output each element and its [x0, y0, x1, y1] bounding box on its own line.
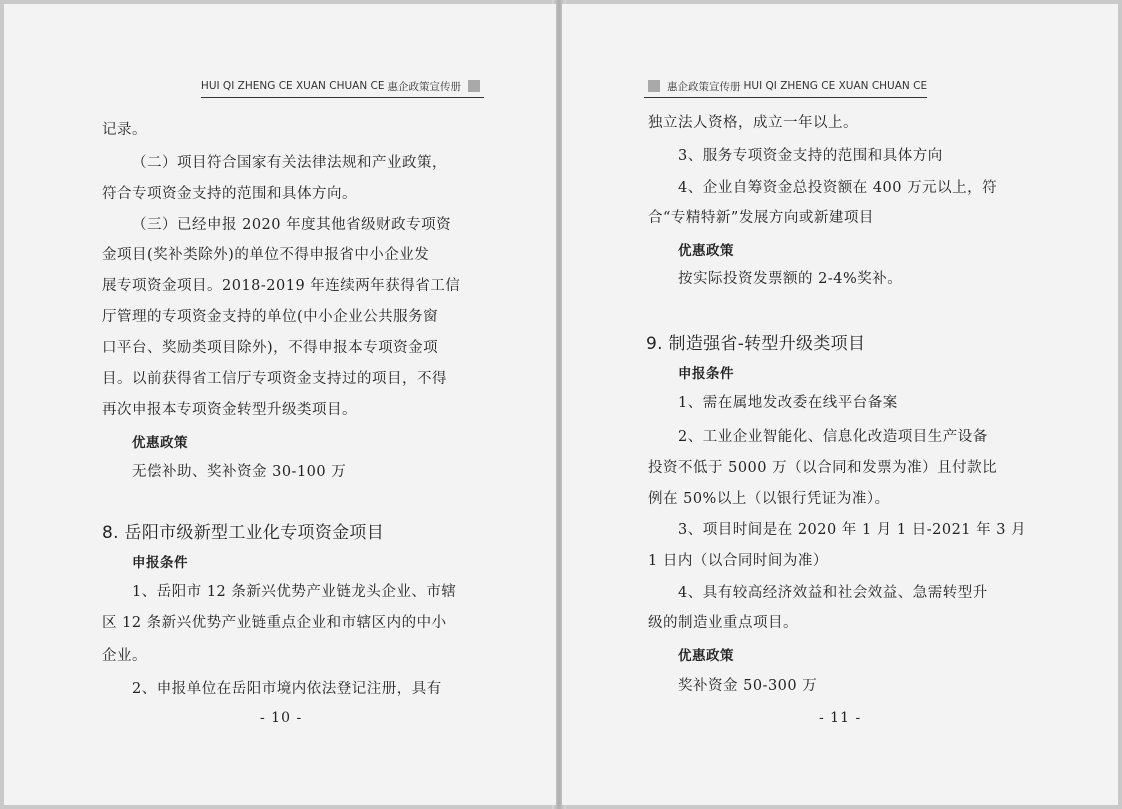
text-line: （三）已经申报 2020 年度其他省级财政专项资: [132, 217, 452, 233]
text-line: 再次申报本专项资金转型升级类项目。: [102, 402, 357, 418]
text-line: 企业。: [102, 648, 147, 664]
text-line: 展专项资金项目。2018-2019 年连续两年获得省工信: [102, 278, 461, 294]
text-line: 符合专项资金支持的范围和具体方向。: [102, 186, 357, 202]
text-line: 记录。: [102, 122, 147, 138]
right-page-header: [644, 77, 927, 98]
text-line: 奖补资金 50-300 万: [678, 678, 818, 694]
left-page: [4, 4, 557, 805]
subheading-preferential-policy: 优惠政策: [132, 435, 188, 451]
text-line: 4、企业自筹资金总投资额在 400 万元以上，符: [678, 180, 998, 196]
text-line: 无偿补助、奖补资金 30-100 万: [132, 464, 347, 480]
text-line: 3、服务专项资金支持的范围和具体方向: [678, 148, 943, 164]
text-line: 独立法人资格，成立一年以上。: [648, 115, 858, 131]
header-title: 惠企政策宣传册: [387, 80, 461, 93]
page-number: - 10 -: [260, 710, 303, 726]
header-pinyin: HUI QI ZHENG CE XUAN CHUAN CE: [743, 80, 928, 92]
text-line: 级的制造业重点项目。: [648, 615, 798, 631]
text-line: 区 12 条新兴优势产业链重点企业和市辖区内的中小: [102, 615, 447, 631]
text-line: 投资不低于 5000 万（以合同和发票为准）且付款比: [648, 460, 998, 476]
text-line: 2、申报单位在岳阳市境内依法登记注册，具有: [132, 681, 442, 697]
text-line: 例在 50%以上（以银行凭证为准）。: [648, 491, 890, 507]
section-heading-9: 9. 制造强省-转型升级类项目: [646, 334, 866, 354]
text-line: 4、具有较高经济效益和社会效益、急需转型升: [678, 585, 988, 601]
text-line: 按实际投资发票额的 2-4%奖补。: [678, 271, 903, 287]
text-line: 1 日内（以合同时间为准）: [648, 553, 828, 569]
text-line: 目。以前获得省工信厅专项资金支持过的项目，不得: [102, 371, 447, 387]
text-line: 口平台、奖励类项目除外)，不得申报本专项资金项: [102, 340, 439, 356]
text-line: 合“专精特新”发展方向或新建项目: [648, 210, 874, 226]
text-line: （二）项目符合国家有关法律法规和产业政策，: [132, 155, 447, 171]
subheading-application-conditions: 申报条件: [132, 555, 188, 571]
section-heading-8: 8. 岳阳市级新型工业化专项资金项目: [102, 523, 385, 543]
subheading-preferential-policy: 优惠政策: [678, 243, 734, 259]
text-line: 3、项目时间是在 2020 年 1 月 1 日-2021 年 3 月: [678, 522, 1027, 538]
subheading-preferential-policy: 优惠政策: [678, 648, 734, 664]
text-line: 金项目(奖补类除外)的单位不得申报省中小企业发: [102, 247, 430, 263]
left-page-header: [201, 77, 484, 98]
text-line: 2、工业企业智能化、信息化改造项目生产设备: [678, 429, 988, 445]
text-line: 1、需在属地发改委在线平台备案: [678, 395, 898, 411]
right-page: [562, 4, 1118, 805]
header-square-icon: [468, 80, 480, 92]
header-title: 惠企政策宣传册: [667, 80, 741, 93]
page-number: - 11 -: [819, 710, 862, 726]
subheading-application-conditions: 申报条件: [678, 366, 734, 382]
text-line: 1、岳阳市 12 条新兴优势产业链龙头企业、市辖: [132, 584, 457, 600]
text-line: 厅管理的专项资金支持的单位(中小企业公共服务窗: [102, 309, 439, 325]
header-pinyin: HUI QI ZHENG CE XUAN CHUAN CE: [200, 80, 385, 92]
header-square-icon: [648, 80, 660, 92]
